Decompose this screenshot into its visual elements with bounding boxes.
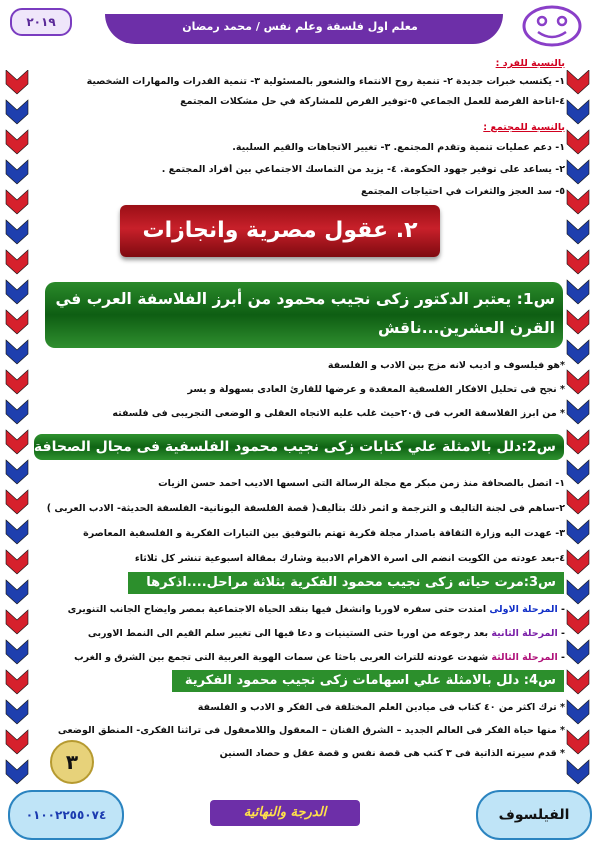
chevron-ornament bbox=[6, 100, 28, 124]
right-chevron-border bbox=[565, 70, 591, 790]
question-1-box: س1: يعتبر الدكتور زكى نجيب محمود من أبرز الفلاسفة العرب في القرن العشرين...ناقش bbox=[45, 282, 563, 348]
chevron-ornament bbox=[6, 730, 28, 754]
chevron-ornament bbox=[567, 340, 589, 364]
q1-answer: * نجح فى تحليل الافكار الفلسفية المعقدة و عرضها للقارئ العادى بسهولة و يسر bbox=[187, 384, 565, 395]
question-2-box: س2:دلل بالامثلة علي كتابات زكى نجيب محمود الفلسفية فى مجال الصحافة bbox=[34, 434, 564, 460]
chevron-ornament bbox=[6, 460, 28, 484]
q4-answer: * قدم سيرته الذاتية فى ٣ كتب هى قصة نفس و قصة عقل و حصاد السنين bbox=[219, 748, 565, 759]
q3-stage: - المرحلة الثالثة شهدت عودته للتراث العربى باحثا عن سمات الهوية العربية التى تجمع بين الشرق و الغرب bbox=[74, 652, 565, 663]
chevron-ornament bbox=[567, 160, 589, 184]
chevron-ornament bbox=[6, 550, 28, 574]
chevron-ornament bbox=[6, 760, 28, 784]
stage-text: امتدت حتى سفره لاوربا وانشغل فيها بنقد الحياة الاجتماعية بمصر وايضاح الجانب التنويرى bbox=[67, 604, 490, 615]
chevron-ornament bbox=[6, 310, 28, 334]
society-line: ٥- سد العجز والثغرات في احتياجات المجتمع bbox=[360, 186, 565, 197]
q2-answer: ٣- عهدت اليه وزارة الثقافة باصدار مجلة فكرية تهتم بالتوفيق بين التيارات الفكرية و الفلسفية المعاصرة bbox=[83, 528, 565, 539]
individual-line: ٤-اتاحة الفرصة للعمل الجماعي ٥-توفير الفرص للمشاركة في حل مشكلات المجتمع bbox=[180, 96, 565, 107]
chevron-ornament bbox=[6, 70, 28, 94]
footer-center-label: الدرجة والنهائية bbox=[210, 800, 360, 826]
chevron-ornament bbox=[6, 670, 28, 694]
q2-answer: ٢-ساهم فى لجنة التاليف و الترجمة و اثمر ذلك بتأليف( قصة الفلسفة اليونانية- الفلسفة الحديثة- الادب العربى ) bbox=[46, 503, 565, 514]
chevron-ornament bbox=[567, 520, 589, 544]
society-line: ١- دعم عمليات تنمية وتقدم المجتمع. ٣- تغيير الاتجاهات والقيم السلبية. bbox=[232, 142, 565, 153]
chevron-ornament bbox=[567, 460, 589, 484]
stage-text: بعد رجوعه من اوربا حتى الستينيات و دعا فيها الى تغيير سلم القيم الى النمط الاوربى bbox=[87, 628, 492, 639]
chevron-ornament bbox=[567, 550, 589, 574]
chevron-ornament bbox=[6, 340, 28, 364]
chevron-ornament bbox=[567, 640, 589, 664]
footer-phone-cloud: ٠١٠٠٢٢٥٥٠٧٤ bbox=[8, 790, 124, 840]
stage-label: المرحلة الثانية bbox=[491, 628, 558, 639]
chevron-ornament bbox=[6, 640, 28, 664]
chevron-ornament bbox=[6, 160, 28, 184]
society-heading: بالنسبة للمجتمع : bbox=[483, 122, 565, 133]
chevron-ornament bbox=[567, 370, 589, 394]
q1-answer: *هو فيلسوف و اديب لانه مزج بين الادب و الفلسفة bbox=[327, 360, 565, 371]
chevron-ornament bbox=[567, 400, 589, 424]
q4-answer: * منها حياة الفكر فى العالم الجديد – الشرق الفنان – المعقول واللامعقول فى تراثنا الفكرى- المنطق الوضعى bbox=[57, 725, 565, 736]
chevron-ornament bbox=[567, 700, 589, 724]
chevron-ornament bbox=[567, 190, 589, 214]
chevron-ornament bbox=[567, 310, 589, 334]
individual-line: ١- يكتسب خبرات جديدة ٢- تنمية روح الانتماء والشعور بالمسئولية ٣- تنمية القدرات والمهارات الشخصية bbox=[86, 76, 565, 87]
chevron-ornament bbox=[567, 670, 589, 694]
chevron-ornament bbox=[567, 250, 589, 274]
chevron-ornament bbox=[567, 610, 589, 634]
chevron-ornament bbox=[567, 130, 589, 154]
chevron-ornament bbox=[6, 580, 28, 604]
chevron-ornament bbox=[567, 100, 589, 124]
chevron-ornament bbox=[567, 730, 589, 754]
stage-text: شهدت عودته للتراث العربى باحثا عن سمات الهوية العربية التى تجمع بين الشرق و الغرب bbox=[74, 652, 492, 663]
chevron-ornament bbox=[567, 280, 589, 304]
chevron-ornament bbox=[6, 190, 28, 214]
chevron-ornament bbox=[567, 220, 589, 244]
q3-stage: - المرحلة الثانية بعد رجوعه من اوربا حتى الستينيات و دعا فيها الى تغيير سلم القيم الى النمط الاوربى bbox=[87, 628, 565, 639]
individual-heading: بالنسبة للفرد : bbox=[495, 58, 565, 69]
society-line: ٢- يساعد على توفير جهود الحكومة. ٤- يزيد من التماسك الاجتماعي بين أفراد المجتمع . bbox=[161, 164, 565, 175]
chevron-ornament bbox=[6, 220, 28, 244]
section-banner: ٢. عقول مصرية وانجازات bbox=[120, 205, 440, 257]
q1-answer: * من ابرز الفلاسفة العرب فى ق٢٠حيث غلب عليه الاتجاه العقلى و الوضعى التجريبى فى فلسفته bbox=[112, 408, 565, 419]
question-3-box: س3:مرت حياته زكى نجيب محمود الفكرية بثلاثة مراحل....اذكرها bbox=[128, 572, 564, 594]
left-chevron-border bbox=[4, 70, 30, 790]
chevron-ornament bbox=[6, 250, 28, 274]
year-badge: ٢٠١٩ bbox=[10, 8, 72, 36]
stage-label: المرحلة الثالثة bbox=[491, 652, 558, 663]
chevron-ornament bbox=[6, 400, 28, 424]
chevron-ornament bbox=[6, 280, 28, 304]
chevron-ornament bbox=[567, 490, 589, 514]
chevron-ornament bbox=[6, 370, 28, 394]
page-number: ٣ bbox=[50, 740, 94, 784]
chevron-ornament bbox=[567, 70, 589, 94]
smiley-icon bbox=[520, 4, 584, 48]
chevron-ornament bbox=[6, 700, 28, 724]
chevron-ornament bbox=[6, 610, 28, 634]
chevron-ornament bbox=[567, 430, 589, 454]
question-4-box: س4: دلل بالامثلة علي اسهامات زكى نجيب محمود الفكرية bbox=[172, 670, 564, 692]
chevron-ornament bbox=[567, 580, 589, 604]
chevron-ornament bbox=[6, 130, 28, 154]
footer-brand-cloud: الفيلسوف bbox=[476, 790, 592, 840]
q2-answer: ٤-بعد عودته من الكويت انضم الى اسرة الاهرام الادبية وشارك بمقالة اسبوعية تنشر كل ثلاثاء bbox=[134, 553, 565, 564]
q4-answer: * ترك اكثر من ٤٠ كتاب فى ميادين العلم المختلفة فى الفكر و الادب و الفلسفة bbox=[197, 702, 565, 713]
stage-label: المرحلة الاولى bbox=[489, 604, 558, 615]
q2-answer: ١- اتصل بالصحافة منذ زمن مبكر مع مجلة الرسالة التى اسسها الاديب احمد حسن الزيات bbox=[158, 478, 565, 489]
chevron-ornament bbox=[567, 760, 589, 784]
q3-stage: - المرحلة الاولى امتدت حتى سفره لاوربا وانشغل فيها بنقد الحياة الاجتماعية بمصر وايضاح الجانب التنويرى bbox=[67, 604, 565, 615]
chevron-ornament bbox=[6, 520, 28, 544]
header-title: معلم اول فلسفة وعلم نفس / محمد رمضان bbox=[182, 20, 418, 33]
chevron-ornament bbox=[6, 430, 28, 454]
chevron-ornament bbox=[6, 490, 28, 514]
